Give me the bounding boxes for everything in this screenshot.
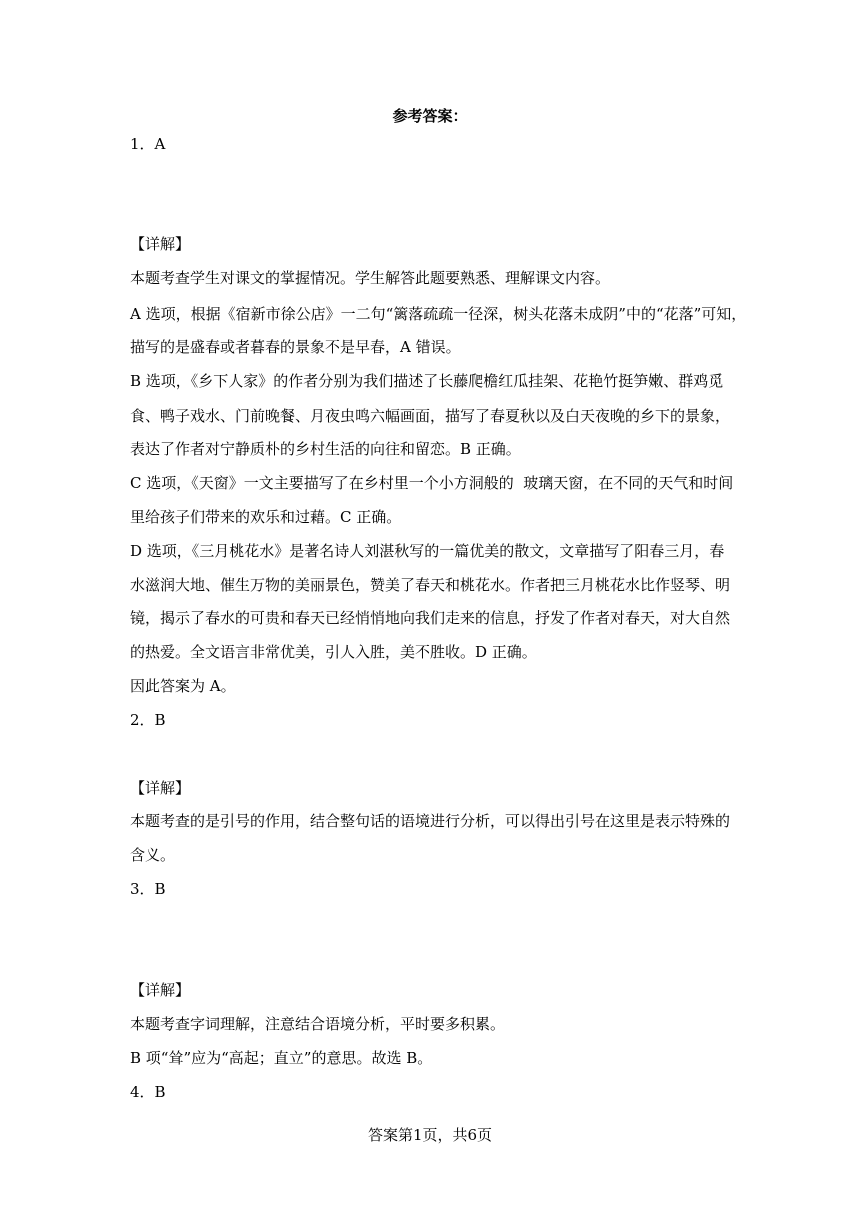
page-title: 参考答案： xyxy=(392,107,468,125)
detail-line: 本题考查的是引号的作用，结合整句话的语境进行分析，可以得出引号在这里是表示特殊的 xyxy=(130,812,731,830)
detail-line: 本题考查学生对课文的掌握情况。学生解答此题要熟悉、理解课文内容。 xyxy=(130,269,611,287)
detail-line: B 项“耸”应为“高起；直立”的意思。故选 B。 xyxy=(130,1049,433,1067)
answer-1: 1．A xyxy=(130,135,166,153)
detail-line: D 选项，《三月桃花水》是著名诗人刘湛秋写的一篇优美的散文，文章描写了阳春三月，春 xyxy=(130,542,725,560)
answer-4: 4．B xyxy=(130,1083,166,1101)
detail-line: 含义。 xyxy=(130,846,176,864)
answer-3: 3．B xyxy=(130,880,166,898)
answer-2: 2．B xyxy=(130,711,166,729)
detail-line: 表达了作者对宁静质朴的乡村生活的向往和留恋。B 正确。 xyxy=(130,440,521,458)
detail-heading-1: 【详解】 xyxy=(130,235,191,253)
detail-line: 描写的是盛春或者暮春的景象不是早春，A 错误。 xyxy=(130,338,461,356)
detail-heading-2: 【详解】 xyxy=(130,779,191,797)
detail-line: 水滋润大地、催生万物的美丽景色，赞美了春天和桃花水。作者把三月桃花水比作竖琴、明 xyxy=(130,576,731,594)
detail-line: B 选项，《乡下人家》的作者分别为我们描述了长藤爬檐红瓜挂架、花艳竹挺笋嫩、群鸡觅 xyxy=(130,372,724,390)
detail-line: C 选项，《天窗》一文主要描写了在乡村里一个小方洞般的 玻璃天窗，在不同的天气和时间 xyxy=(130,474,734,492)
detail-line: 镜，揭示了春水的可贵和春天已经悄悄地向我们走来的信息，抒发了作者对春天，对大自然 xyxy=(130,609,731,627)
detail-line: 食、鸭子戏水、门前晚餐、月夜虫鸣六幅画面，描写了春夏秋以及白天夜晚的乡下的景象， xyxy=(130,407,731,425)
detail-line: 因此答案为 A。 xyxy=(130,677,236,695)
detail-line: A 选项，根据《宿新市徐公店》一二句“篱落疏疏一径深，树头花落未成阴”中的“花落”可知， xyxy=(130,305,747,323)
detail-line: 的热爱。全文语言非常优美，引人入胜，美不胜收。D 正确。 xyxy=(130,643,537,661)
detail-line: 里给孩子们带来的欢乐和过藉。C 正确。 xyxy=(130,508,402,526)
page-footer: 答案第1页，共6页 xyxy=(367,1126,493,1144)
detail-heading-3: 【详解】 xyxy=(130,981,191,999)
detail-line: 本题考查字词理解，注意结合语境分析，平时要多积累。 xyxy=(130,1015,506,1033)
